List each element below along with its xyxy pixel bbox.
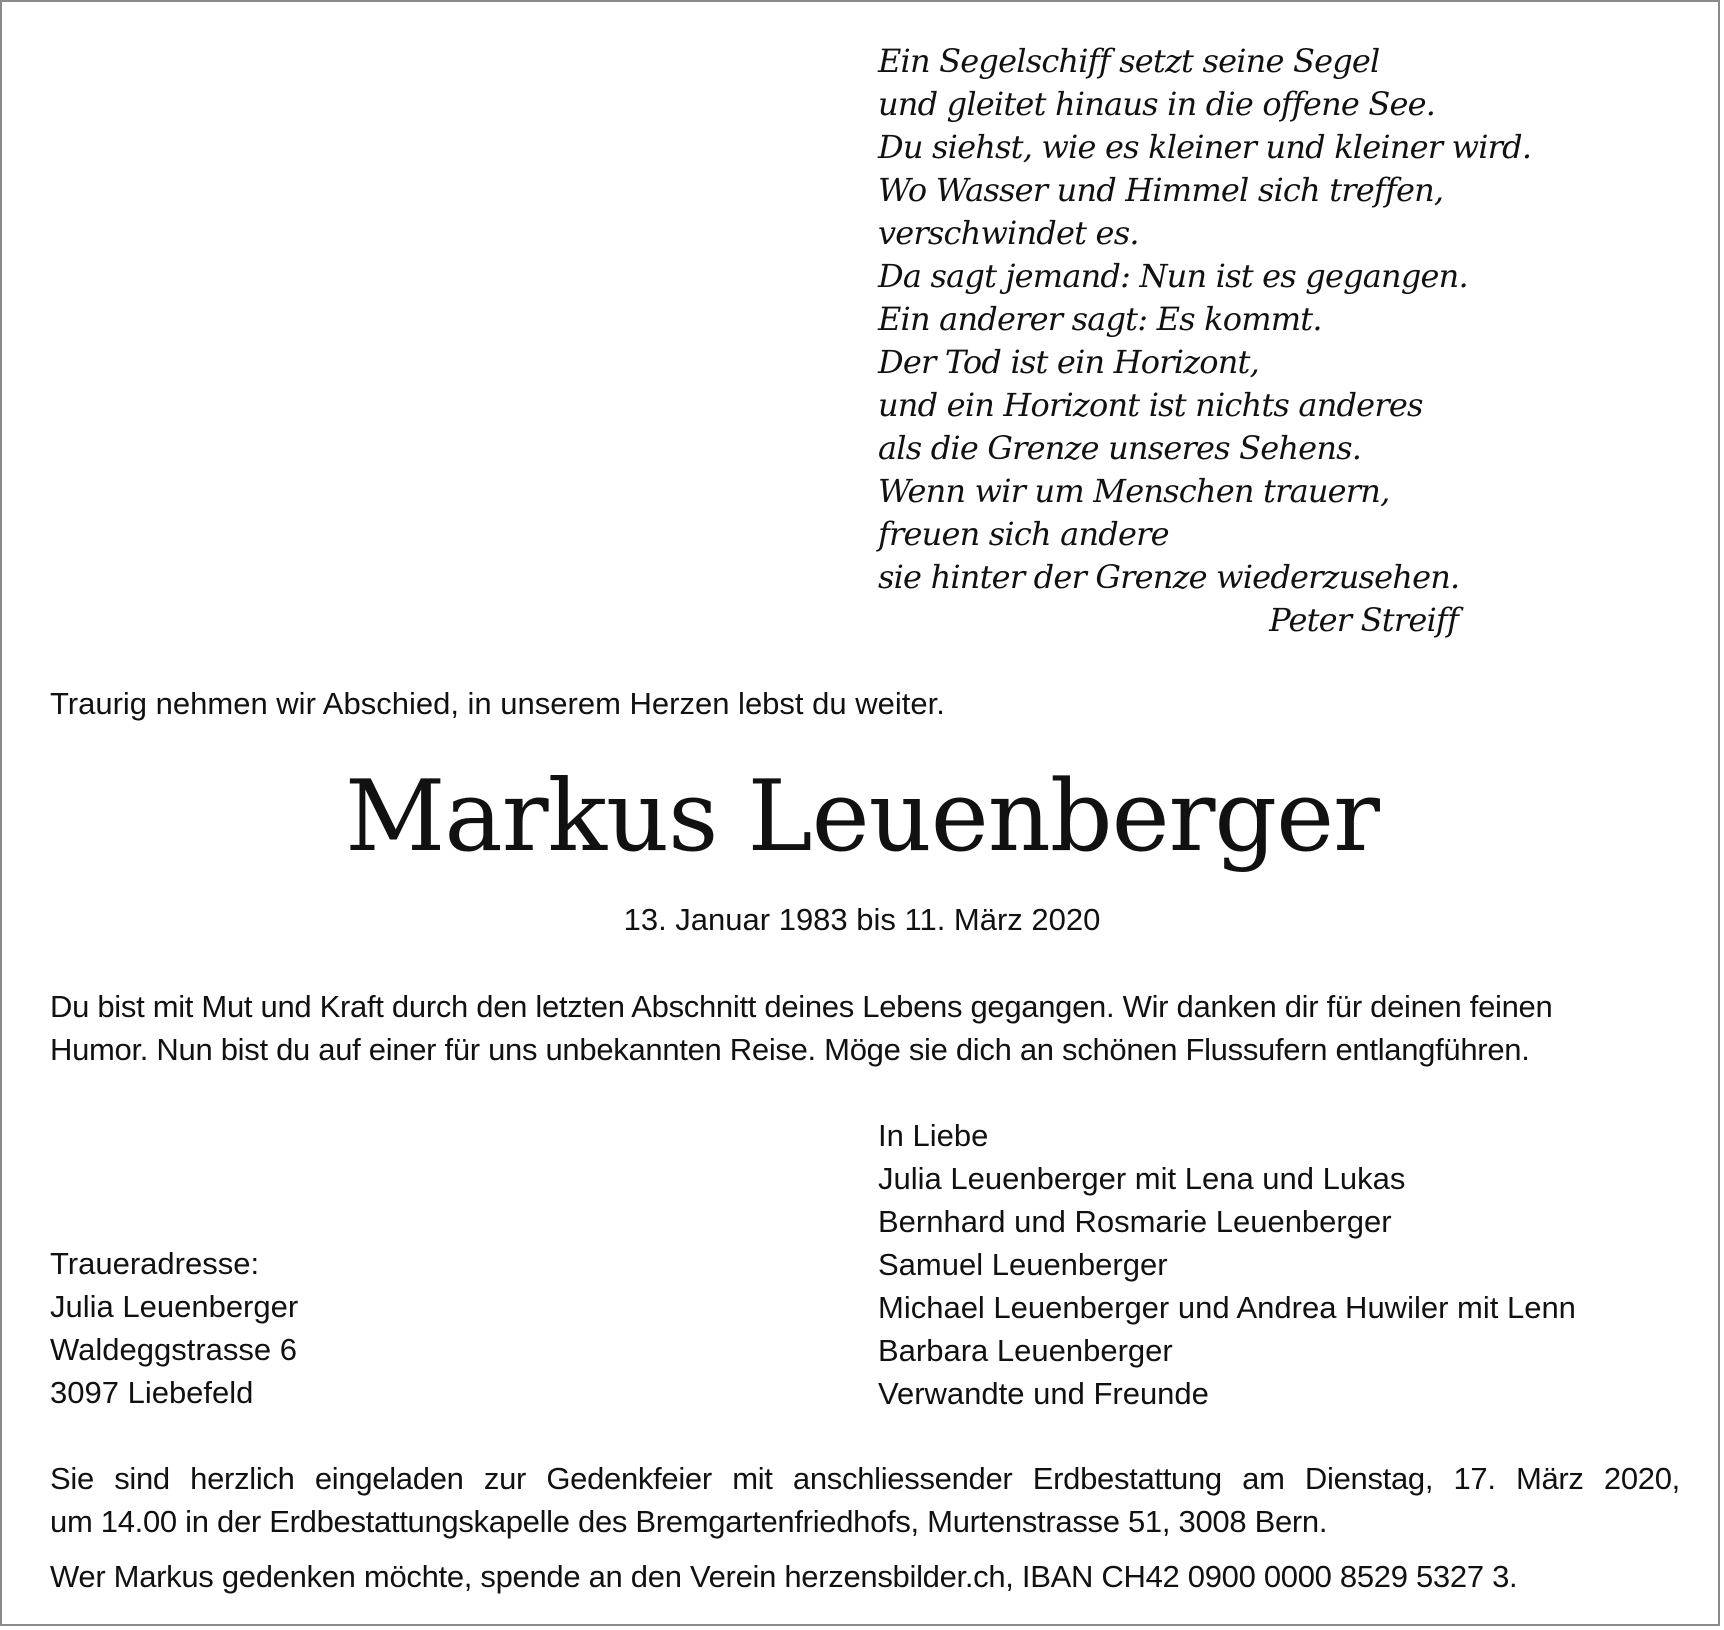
poem-line: Der Tod ist ein Horizont, <box>878 343 1259 381</box>
farewell-message <box>50 985 1690 1071</box>
poem-line: Wo Wasser und Himmel sich treffen, <box>878 171 1444 209</box>
poem-line: Da sagt jemand: Nun ist es gegangen. <box>878 257 1468 295</box>
signer-name: Julia Leuenberger mit Lena und Lukas <box>878 1161 1406 1196</box>
deceased-name: Markus Leuenberger <box>344 760 1380 874</box>
address-line: Waldeggstrasse 6 <box>50 1332 297 1367</box>
poem <box>878 40 1532 642</box>
address-line: Julia Leuenberger <box>50 1289 299 1324</box>
donation-note: Wer Markus gedenken möchte, spende an den Verein herzensbilder.ch, IBAN CH42 0900 0000 8529 5327 3. <box>50 1559 1518 1594</box>
poem-line: Ein anderer sagt: Es kommt. <box>878 300 1322 338</box>
signer-name: Samuel Leuenberger <box>878 1247 1168 1282</box>
poem-line: und gleitet hinaus in die offene See. <box>878 85 1436 123</box>
poem-line: verschwindet es. <box>878 214 1139 252</box>
signer-name: Barbara Leuenberger <box>878 1333 1173 1368</box>
signers-list <box>878 1114 1698 1415</box>
intro-text: Traurig nehmen wir Abschied, in unserem Herzen lebst du weiter. <box>50 686 945 721</box>
invitation-line: Sie sind herzlich eingeladen zur Gedenkfeier mit anschliessender Erdbestattung am Dienstag, 17. März 2020, <box>50 1461 1680 1496</box>
address-line: 3097 Liebefeld <box>50 1375 254 1410</box>
invitation-line: um 14.00 in der Erdbestattungskapelle des Bremgartenfriedhofs, Murtenstrasse 51, 3008 Bern. <box>50 1504 1328 1539</box>
signer-name: Verwandte und Freunde <box>878 1376 1209 1411</box>
poem-line: und ein Horizont ist nichts anderes <box>878 386 1423 424</box>
signer-name: Michael Leuenberger und Andrea Huwiler mit Lenn <box>878 1290 1576 1325</box>
poem-line: freuen sich andere <box>878 515 1169 553</box>
signers-intro: In Liebe <box>878 1118 989 1153</box>
poem-author: Peter Streiff <box>1269 601 1458 639</box>
life-dates: 13. Januar 1983 bis 11. März 2020 <box>623 902 1101 937</box>
poem-line: als die Grenze unseres Sehens. <box>878 429 1362 467</box>
mourning-address <box>50 1242 650 1414</box>
poem-line: sie hinter der Grenze wiederzusehen. <box>878 558 1460 596</box>
memorial-invitation <box>50 1457 1680 1543</box>
signer-name: Bernhard und Rosmarie Leuenberger <box>878 1204 1392 1239</box>
message-line: Humor. Nun bist du auf einer für uns unbekannten Reise. Möge sie dich an schönen Flussufern entlangführen. <box>50 1032 1530 1067</box>
poem-line: Du siehst, wie es kleiner und kleiner wird. <box>878 128 1532 166</box>
address-label: Traueradresse: <box>50 1246 260 1281</box>
message-line: Du bist mit Mut und Kraft durch den letzten Abschnitt deines Lebens gegangen. Wir danken dir für deinen feinen <box>50 989 1553 1024</box>
poem-line: Wenn wir um Menschen trauern, <box>878 472 1390 510</box>
poem-line: Ein Segelschiff setzt seine Segel <box>878 42 1380 80</box>
